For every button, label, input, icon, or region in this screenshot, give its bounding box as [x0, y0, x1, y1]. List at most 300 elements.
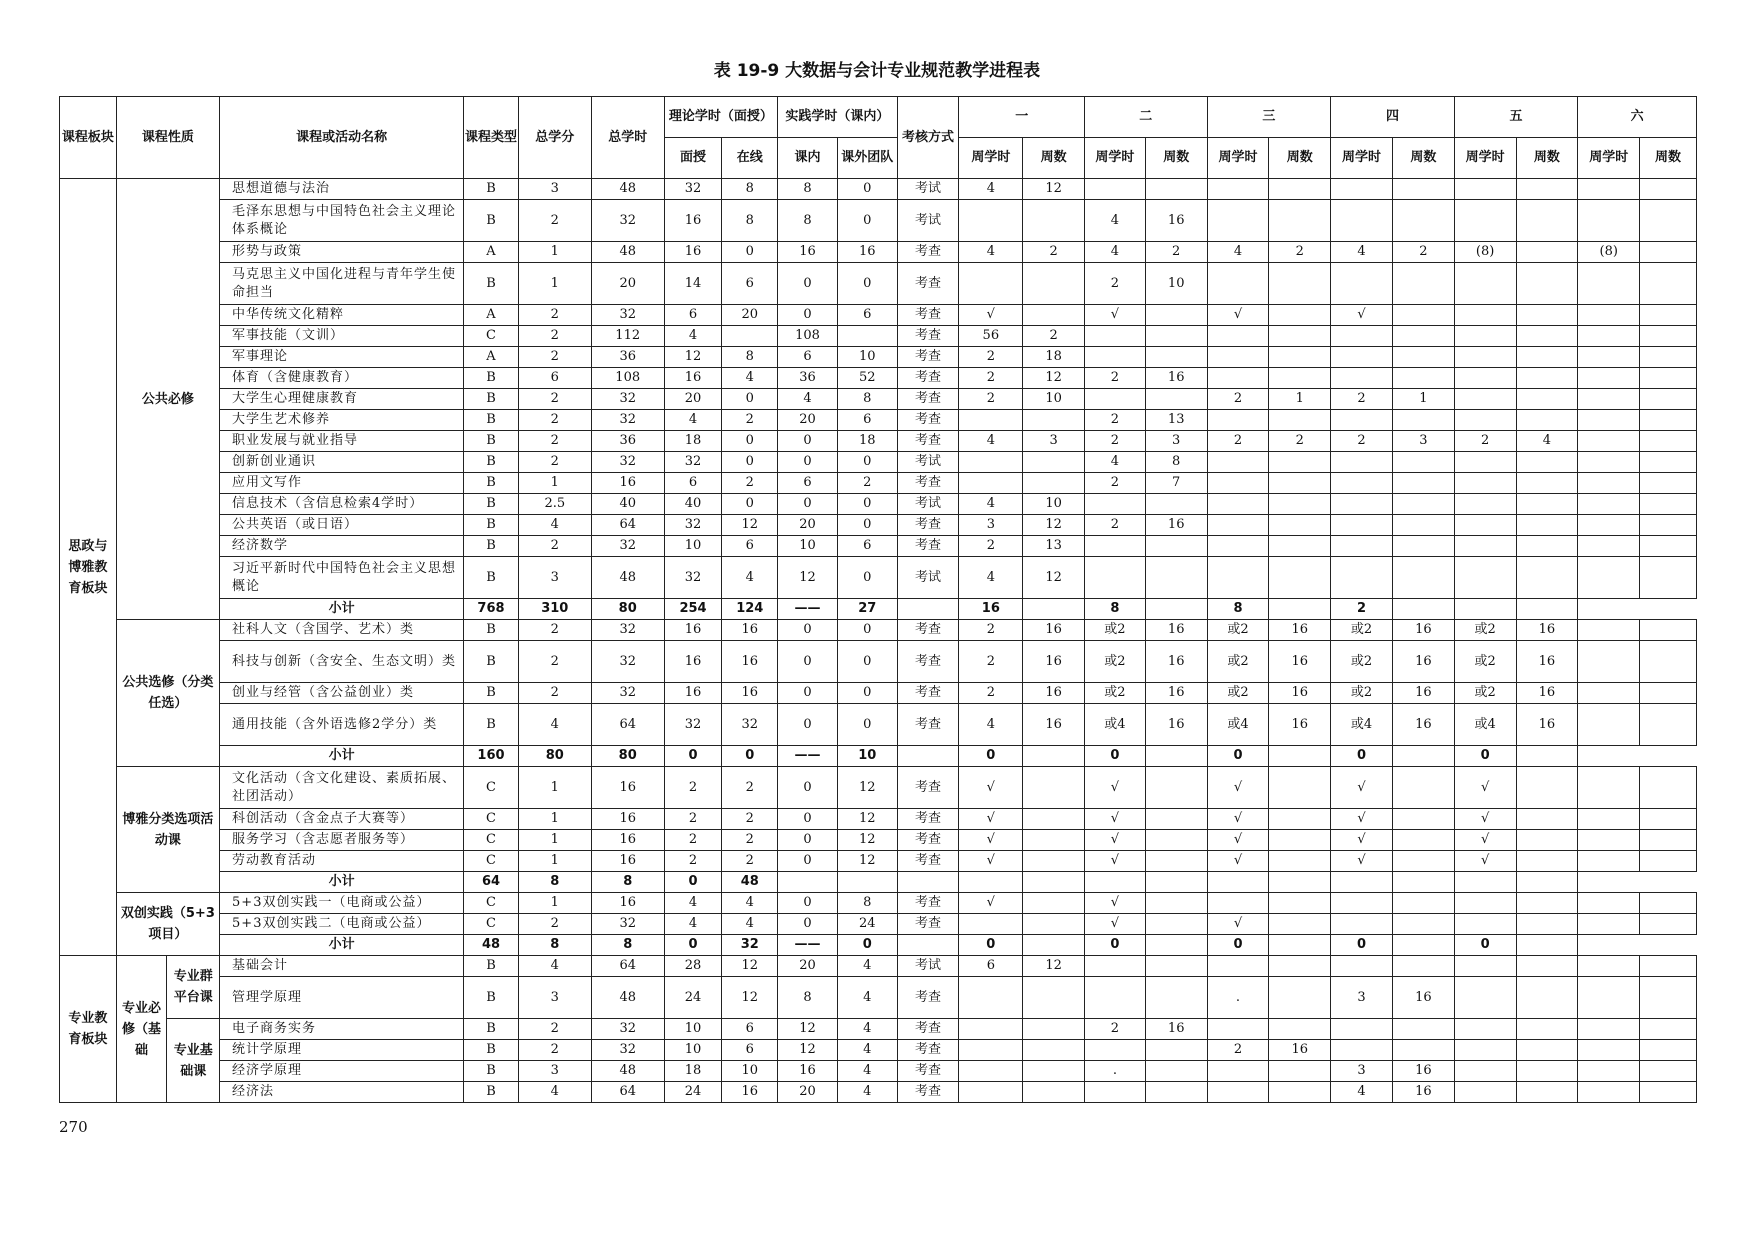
table-cell: 4 — [1085, 200, 1146, 242]
table-cell: 2 — [722, 767, 778, 809]
table-cell: 0 — [837, 452, 897, 473]
table-cell: 20 — [778, 956, 838, 977]
table-cell — [1331, 893, 1393, 914]
table-row — [60, 704, 1697, 746]
table-cell — [1454, 326, 1516, 347]
table-cell: 10 — [837, 347, 897, 368]
table-cell: B — [464, 179, 519, 200]
table-cell: 或2 — [1085, 641, 1146, 683]
table-cell: 6 — [778, 473, 838, 494]
table-row — [60, 326, 1697, 347]
table-cell: 考试 — [897, 956, 959, 977]
table-cell — [1640, 893, 1697, 914]
table-cell — [1392, 200, 1454, 242]
table-cell: 0 — [837, 200, 897, 242]
header-course-name: 课程或活动名称 — [220, 97, 464, 179]
table-row — [60, 452, 1697, 473]
table-cell: 3 — [518, 1061, 591, 1082]
table-cell — [1145, 1061, 1207, 1082]
table-cell: C — [464, 326, 519, 347]
table-cell: 16 — [591, 809, 664, 830]
table-cell: 18 — [1023, 347, 1085, 368]
table-cell: √ — [1085, 893, 1146, 914]
table-cell: 48 — [591, 179, 664, 200]
table-cell: 13 — [1145, 410, 1207, 431]
table-cell: 2 — [518, 914, 591, 935]
table-cell: 6 — [722, 263, 778, 305]
block-professional: 专业教育板块 — [60, 956, 117, 1103]
table-row — [60, 851, 1697, 872]
table-cell — [1392, 746, 1454, 767]
table-cell — [1145, 746, 1207, 767]
table-cell: 6 — [664, 473, 722, 494]
table-cell: 3 — [1023, 431, 1085, 452]
table-cell — [1145, 1082, 1207, 1103]
table-cell: √ — [1085, 914, 1146, 935]
table-cell — [1640, 1082, 1697, 1103]
category-prof-basic: 专业基础课 — [167, 1019, 220, 1103]
table-cell — [1023, 1082, 1085, 1103]
table-row — [60, 1019, 1697, 1040]
table-row — [60, 809, 1697, 830]
header-weeks: 周数 — [1023, 138, 1085, 179]
header-block: 课程板块 — [60, 97, 117, 179]
course-name-cell: 管理学原理 — [220, 977, 464, 1019]
subtotal-label: 小计 — [220, 746, 464, 767]
table-row — [60, 389, 1697, 410]
table-cell: 32 — [591, 200, 664, 242]
table-cell: 24 — [664, 1082, 722, 1103]
table-cell: 2 — [518, 389, 591, 410]
table-cell — [1145, 914, 1207, 935]
table-cell: 或2 — [1085, 620, 1146, 641]
table-cell: 2 — [722, 473, 778, 494]
table-cell: B — [464, 1019, 519, 1040]
table-cell: C — [464, 767, 519, 809]
table-cell: 124 — [722, 599, 778, 620]
table-cell: . — [1085, 1061, 1146, 1082]
table-cell: 18 — [664, 431, 722, 452]
table-cell — [1516, 515, 1578, 536]
table-cell: 1 — [518, 851, 591, 872]
table-cell: 1 — [518, 242, 591, 263]
header-theory-hours: 理论学时（面授） — [664, 97, 777, 138]
table-cell: 16 — [1516, 704, 1578, 746]
table-cell: 0 — [664, 746, 722, 767]
table-cell — [1023, 746, 1085, 767]
table-cell: 4 — [664, 410, 722, 431]
table-cell: 32 — [591, 305, 664, 326]
table-cell: A — [464, 347, 519, 368]
table-cell: 0 — [778, 830, 838, 851]
table-cell: 16 — [1516, 620, 1578, 641]
table-cell: 32 — [722, 704, 778, 746]
table-cell — [1516, 452, 1578, 473]
table-cell — [1207, 872, 1269, 893]
table-cell — [1269, 200, 1331, 242]
table-cell — [1023, 809, 1085, 830]
table-cell — [1392, 305, 1454, 326]
table-cell: 2 — [722, 410, 778, 431]
table-cell: 4 — [664, 893, 722, 914]
course-name-cell: 统计学原理 — [220, 1040, 464, 1061]
table-cell: 64 — [591, 704, 664, 746]
table-cell: 4 — [959, 704, 1023, 746]
table-cell — [1331, 263, 1393, 305]
course-name-cell: 体育（含健康教育） — [220, 368, 464, 389]
table-cell — [1640, 326, 1697, 347]
category-public-required: 公共必修 — [116, 179, 219, 620]
table-cell: B — [464, 1061, 519, 1082]
table-cell: 0 — [837, 704, 897, 746]
table-cell — [1516, 410, 1578, 431]
table-cell — [1392, 1019, 1454, 1040]
table-cell: —— — [778, 746, 838, 767]
table-cell — [1454, 389, 1516, 410]
table-cell — [1578, 767, 1640, 809]
table-cell: 64 — [464, 872, 519, 893]
table-cell: 2 — [518, 683, 591, 704]
table-cell — [1454, 956, 1516, 977]
course-name-cell: 应用文写作 — [220, 473, 464, 494]
table-cell: 1 — [518, 263, 591, 305]
table-cell: 4 — [722, 368, 778, 389]
course-name-cell: 经济数学 — [220, 536, 464, 557]
table-cell: 4 — [959, 242, 1023, 263]
table-cell — [1578, 200, 1640, 242]
table-cell — [1023, 599, 1085, 620]
table-cell — [959, 452, 1023, 473]
table-cell — [1454, 200, 1516, 242]
subtotal-row — [60, 599, 1697, 620]
table-cell: 16 — [1516, 641, 1578, 683]
table-cell: 0 — [722, 242, 778, 263]
table-cell: 16 — [778, 242, 838, 263]
table-cell — [1640, 200, 1697, 242]
course-name-cell: 创新创业通识 — [220, 452, 464, 473]
table-cell: 64 — [591, 1082, 664, 1103]
table-cell — [1578, 410, 1640, 431]
course-name-cell: 习近平新时代中国特色社会主义思想概论 — [220, 557, 464, 599]
table-cell: √ — [1331, 305, 1393, 326]
table-cell: 0 — [837, 935, 897, 956]
table-cell — [1331, 326, 1393, 347]
table-cell: 8 — [1085, 599, 1146, 620]
table-cell — [1640, 263, 1697, 305]
table-cell: 20 — [778, 1082, 838, 1103]
table-row — [60, 956, 1697, 977]
table-cell: 16 — [1145, 683, 1207, 704]
table-cell: 80 — [518, 746, 591, 767]
table-cell — [1145, 830, 1207, 851]
table-cell: 2 — [518, 452, 591, 473]
table-cell: 考查 — [897, 830, 959, 851]
table-cell: 48 — [591, 1061, 664, 1082]
table-cell: 6 — [837, 305, 897, 326]
course-name-cell: 军事理论 — [220, 347, 464, 368]
table-cell: 或2 — [1207, 683, 1269, 704]
table-cell — [1454, 914, 1516, 935]
table-cell — [1023, 1019, 1085, 1040]
table-cell: B — [464, 956, 519, 977]
table-cell — [1516, 767, 1578, 809]
table-cell: 2 — [1331, 431, 1393, 452]
table-cell — [1145, 956, 1207, 977]
table-cell — [1145, 389, 1207, 410]
table-cell — [1640, 830, 1697, 851]
table-cell: √ — [959, 767, 1023, 809]
table-row — [60, 494, 1697, 515]
table-cell: 或4 — [1331, 704, 1393, 746]
header-semester: 五 — [1454, 97, 1578, 138]
table-cell — [1578, 641, 1640, 683]
table-cell: 18 — [837, 431, 897, 452]
table-cell: 8 — [778, 179, 838, 200]
header-theory-face: 面授 — [664, 138, 722, 179]
table-cell — [1640, 914, 1697, 935]
table-cell: 2 — [722, 851, 778, 872]
table-cell — [1023, 914, 1085, 935]
table-row — [60, 179, 1697, 200]
table-cell: 考查 — [897, 305, 959, 326]
course-name-cell: 电子商务实务 — [220, 1019, 464, 1040]
table-cell: 16 — [1269, 641, 1331, 683]
category-prof-platform: 专业群平台课 — [167, 956, 220, 1019]
table-cell: 0 — [1207, 935, 1269, 956]
table-cell — [1392, 452, 1454, 473]
header-weeks: 周数 — [1392, 138, 1454, 179]
table-cell — [1516, 914, 1578, 935]
table-cell: 4 — [837, 1061, 897, 1082]
table-cell: 2 — [1085, 368, 1146, 389]
table-cell — [1392, 263, 1454, 305]
table-cell: 16 — [664, 683, 722, 704]
table-cell — [1516, 956, 1578, 977]
table-cell: 16 — [664, 620, 722, 641]
table-cell — [1640, 305, 1697, 326]
table-row — [60, 368, 1697, 389]
table-cell: 16 — [1392, 620, 1454, 641]
table-cell — [1269, 872, 1331, 893]
header-weekly-hours: 周学时 — [1454, 138, 1516, 179]
table-cell — [959, 410, 1023, 431]
table-cell: 2 — [518, 410, 591, 431]
table-cell: 3 — [518, 179, 591, 200]
table-cell: 12 — [1023, 956, 1085, 977]
table-cell: √ — [1207, 305, 1269, 326]
table-cell — [1640, 809, 1697, 830]
course-name-cell: 科技与创新（含安全、生态文明）类 — [220, 641, 464, 683]
table-cell — [1085, 1082, 1146, 1103]
table-row — [60, 1040, 1697, 1061]
table-cell — [1023, 452, 1085, 473]
table-cell: 56 — [959, 326, 1023, 347]
table-cell: 32 — [664, 557, 722, 599]
table-cell — [1023, 473, 1085, 494]
course-name-cell: 大学生艺术修养 — [220, 410, 464, 431]
table-cell: 考查 — [897, 410, 959, 431]
header-semester: 六 — [1578, 97, 1697, 138]
teaching-schedule-table — [59, 96, 1697, 1103]
header-weeks: 周数 — [1516, 138, 1578, 179]
table-cell: √ — [1207, 914, 1269, 935]
table-cell — [1640, 536, 1697, 557]
table-cell — [1516, 368, 1578, 389]
table-cell: 考查 — [897, 347, 959, 368]
table-cell: 2 — [518, 431, 591, 452]
table-cell: 8 — [1207, 599, 1269, 620]
table-cell — [1454, 977, 1516, 1019]
table-cell — [1207, 347, 1269, 368]
table-cell: 4 — [959, 179, 1023, 200]
table-cell: 0 — [1331, 746, 1393, 767]
table-cell: 0 — [837, 263, 897, 305]
table-row — [60, 830, 1697, 851]
table-cell: 考查 — [897, 263, 959, 305]
table-cell: 32 — [591, 914, 664, 935]
table-cell — [1269, 767, 1331, 809]
subtotal-row — [60, 935, 1697, 956]
table-cell: 16 — [778, 1061, 838, 1082]
table-cell — [1392, 851, 1454, 872]
table-cell — [1085, 494, 1146, 515]
table-cell — [1640, 977, 1697, 1019]
table-cell: 0 — [837, 494, 897, 515]
table-cell — [1145, 557, 1207, 599]
table-cell: 4 — [837, 1082, 897, 1103]
table-cell — [1454, 179, 1516, 200]
table-cell — [1207, 473, 1269, 494]
table-cell: 80 — [591, 746, 664, 767]
table-cell: 2 — [959, 347, 1023, 368]
table-cell: 考查 — [897, 431, 959, 452]
table-cell: 16 — [664, 368, 722, 389]
table-cell — [1331, 1019, 1393, 1040]
table-cell — [1085, 977, 1146, 1019]
table-cell: 12 — [1023, 557, 1085, 599]
table-cell: 2 — [664, 830, 722, 851]
course-name-cell: 文化活动（含文化建设、素质拓展、社团活动） — [220, 767, 464, 809]
table-cell: 32 — [591, 410, 664, 431]
table-cell — [1640, 683, 1697, 704]
table-cell — [1454, 305, 1516, 326]
table-cell — [959, 200, 1023, 242]
table-cell: 考查 — [897, 620, 959, 641]
table-cell — [1516, 893, 1578, 914]
table-cell: 2 — [1331, 389, 1393, 410]
table-cell: 4 — [1331, 1082, 1393, 1103]
table-cell — [959, 1019, 1023, 1040]
table-cell: 2 — [1085, 263, 1146, 305]
table-cell — [1085, 557, 1146, 599]
table-cell — [1269, 893, 1331, 914]
table-row — [60, 536, 1697, 557]
table-cell: 或2 — [1454, 620, 1516, 641]
table-cell: 52 — [837, 368, 897, 389]
category-public-elective: 公共选修（分类任选） — [116, 620, 219, 767]
table-cell: 8 — [722, 200, 778, 242]
table-cell: 0 — [837, 641, 897, 683]
table-cell: 12 — [837, 830, 897, 851]
table-row — [60, 263, 1697, 305]
table-cell — [1640, 473, 1697, 494]
header-total-credits: 总学分 — [518, 97, 591, 179]
header-nature: 课程性质 — [116, 97, 219, 179]
subtotal-label: 小计 — [220, 599, 464, 620]
table-cell — [1578, 536, 1640, 557]
table-cell: 2 — [518, 620, 591, 641]
table-cell: 4 — [837, 1040, 897, 1061]
table-cell: 16 — [591, 473, 664, 494]
category-prof-required: 专业必修（基础 — [116, 956, 167, 1103]
table-cell: 4 — [959, 431, 1023, 452]
table-cell — [1516, 1019, 1578, 1040]
header-practice-hours: 实践学时（课内） — [778, 97, 898, 138]
table-cell: 20 — [778, 515, 838, 536]
table-cell: 48 — [591, 242, 664, 263]
table-cell — [1331, 872, 1393, 893]
table-cell — [1145, 599, 1207, 620]
table-cell — [959, 1040, 1023, 1061]
table-cell: 3 — [1392, 431, 1454, 452]
table-cell — [1269, 1061, 1331, 1082]
table-cell — [1640, 242, 1697, 263]
table-cell — [1269, 305, 1331, 326]
table-cell — [1454, 599, 1516, 620]
table-cell — [1145, 347, 1207, 368]
table-cell: 10 — [664, 1040, 722, 1061]
table-cell — [1578, 494, 1640, 515]
course-name-cell: 思想道德与法治 — [220, 179, 464, 200]
table-cell: 2 — [664, 767, 722, 809]
table-cell — [1207, 326, 1269, 347]
page-number: 270 — [59, 1118, 88, 1136]
table-cell: 考试 — [897, 557, 959, 599]
table-cell — [1023, 767, 1085, 809]
table-cell — [1640, 620, 1697, 641]
table-cell — [778, 872, 838, 893]
table-cell: 2 — [1269, 431, 1331, 452]
table-cell: 考试 — [897, 452, 959, 473]
table-cell: 0 — [959, 746, 1023, 767]
table-row — [60, 557, 1697, 599]
table-cell — [897, 599, 959, 620]
table-cell: 16 — [1392, 977, 1454, 1019]
table-cell: 2 — [1085, 431, 1146, 452]
table-cell: 16 — [1145, 368, 1207, 389]
table-cell — [1331, 1040, 1393, 1061]
table-cell: 2 — [959, 620, 1023, 641]
table-cell: √ — [959, 809, 1023, 830]
table-cell: 48 — [722, 872, 778, 893]
table-cell — [1023, 977, 1085, 1019]
table-cell — [1392, 1040, 1454, 1061]
table-cell: . — [1207, 977, 1269, 1019]
table-cell — [1207, 557, 1269, 599]
table-cell: 36 — [591, 431, 664, 452]
table-cell — [1392, 872, 1454, 893]
table-cell: C — [464, 830, 519, 851]
table-cell: 32 — [591, 536, 664, 557]
table-cell: 0 — [837, 515, 897, 536]
table-cell: 32 — [664, 452, 722, 473]
table-cell: 20 — [778, 410, 838, 431]
table-cell: √ — [1331, 767, 1393, 809]
table-cell — [1516, 830, 1578, 851]
header-practice-out: 课外团队 — [837, 138, 897, 179]
table-row — [60, 620, 1697, 641]
table-cell: 3 — [1331, 977, 1393, 1019]
